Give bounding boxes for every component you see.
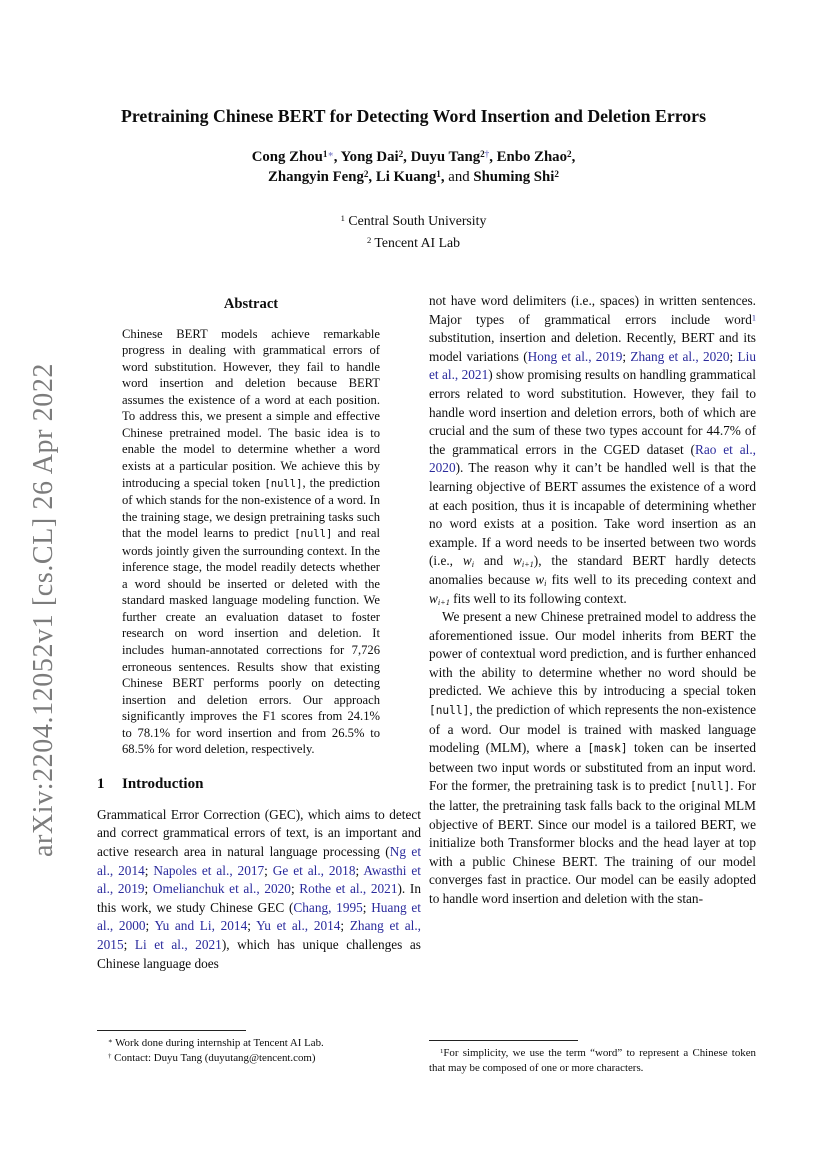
citation-link[interactable]: Yu and Li, 2014 bbox=[154, 918, 248, 934]
text-segment: ). In this work, we study Chinese GEC ( bbox=[97, 881, 421, 915]
text-segment: w bbox=[512, 553, 522, 569]
text-segment: 1 bbox=[322, 148, 328, 159]
author-line-2 bbox=[0, 167, 827, 187]
section-number: 1 bbox=[97, 775, 105, 792]
citation-link[interactable]: Li et al., 2021 bbox=[134, 936, 222, 952]
text-segment: fits well to its following context. bbox=[449, 590, 627, 606]
text-segment: ; bbox=[622, 348, 631, 364]
thanks-marker: † bbox=[484, 148, 490, 159]
text-segment: For simplicity, we use the term “word” to represent a Chinese token that may be composed of one or more characters. bbox=[429, 1047, 756, 1074]
citation-link[interactable]: Rao et al., 2020 bbox=[429, 441, 756, 476]
text-segment: i bbox=[471, 560, 475, 570]
citation-link[interactable]: Ge et al., 2018 bbox=[272, 862, 356, 878]
text-segment: , bbox=[571, 149, 576, 165]
text-segment: † bbox=[108, 1052, 112, 1060]
text-segment: . For the latter, the pretraining task falls back to the original MLM objective of BERT. Since our model is a tailored BERT, we initialize both Transformer blocks and the head layer at top with a public Chinese BERT. The training of our model converges fast in practice. Our model can be easily adopted to handle word insertion and deletion with the stan- bbox=[429, 778, 756, 906]
citation-link[interactable]: Hong et al., 2019 bbox=[527, 348, 623, 364]
text-segment: Contact: Duyu Tang (duyutang@tencent.com) bbox=[111, 1051, 316, 1064]
text-segment: Shuming Shi bbox=[469, 169, 555, 185]
text-segment: 2 bbox=[566, 148, 572, 159]
citation-link[interactable]: Omelianchuk et al., 2020 bbox=[152, 881, 291, 897]
citation-link[interactable]: Rothe et al., 2021 bbox=[299, 881, 398, 897]
footnote-ref-link[interactable]: 1 bbox=[751, 312, 756, 322]
footnote-dagger bbox=[97, 1051, 421, 1066]
text-segment: ; bbox=[247, 918, 257, 934]
text-segment: [null] bbox=[689, 780, 731, 794]
text-segment: , the prediction of which stands for the non-existence of a word. In the training stage, we design pretraining tasks such that the model learns to predict bbox=[122, 475, 380, 541]
section-title: Introduction bbox=[122, 775, 204, 792]
text-segment: w bbox=[462, 553, 472, 569]
abstract-text bbox=[122, 326, 380, 758]
text-segment: ; bbox=[144, 862, 154, 878]
text-segment: Yong Dai bbox=[340, 149, 399, 165]
footnote-star bbox=[97, 1036, 421, 1051]
text-segment: and bbox=[474, 553, 513, 569]
text-segment: , bbox=[368, 169, 376, 185]
footnote-block-left bbox=[97, 1030, 421, 1065]
text-segment: 2 bbox=[363, 168, 369, 179]
citation-link[interactable]: Yu et al., 2014 bbox=[256, 918, 341, 934]
text-segment: ), which has unique challenges as Chinese language does bbox=[97, 936, 421, 971]
text-segment: ; bbox=[340, 918, 350, 934]
body-paragraph-1 bbox=[429, 292, 756, 608]
text-segment: Work done during internship at Tencent AI Lab. bbox=[112, 1037, 324, 1049]
text-segment: Cong Zhou bbox=[251, 149, 323, 165]
text-segment: , bbox=[440, 169, 449, 185]
text-segment: i+1 bbox=[437, 597, 450, 607]
text-segment: and bbox=[448, 169, 470, 185]
right-column bbox=[429, 292, 756, 909]
text-segment: substitution, insertion and deletion. Recently, BERT and its model variations ( bbox=[429, 330, 756, 364]
citation-link[interactable]: Awasthi et al., 2019 bbox=[97, 862, 421, 897]
text-segment: ), the standard BERT hardly detects anomalies because bbox=[429, 553, 756, 587]
affiliation-block bbox=[0, 210, 827, 254]
text-segment: ; bbox=[144, 881, 153, 897]
footnote-rule-right bbox=[429, 1040, 578, 1041]
footnote-rule-left bbox=[97, 1030, 246, 1031]
text-segment: and real words jointly given the surrounding context. In the inference stage, the model readily detects whether a word should be inserted or deleted with the standard masked language modeling function. We further create an evaluation dataset to foster research on word insertion and deletion. It includes human-annotated corrections for 7,726 erroneous sentences. Results show that existing Chinese BERT performs poorly on detecting insertion and deletion errors. Our approach significantly improves the F1 scores from 24.1% to 78.1% for word insertion and from 26.5% to 68.5% for word deletion, respectively. bbox=[122, 526, 380, 757]
arxiv-watermark: arXiv:2204.12052v1 [cs.CL] 26 Apr 2022 bbox=[28, 362, 59, 858]
thanks-marker: ∗ bbox=[327, 148, 334, 159]
citation-link[interactable]: Zhang et al., 2015 bbox=[97, 918, 422, 952]
text-segment: ; bbox=[729, 348, 738, 364]
text-segment: ; bbox=[362, 899, 372, 915]
text-segment: ). The reason why it can’t be handled well is that the learning objective of BERT assumes the existence of a word at each position, thus it is incapable of determining whether no word exists at a position. Take word insertion as an example. If a word needs to be inserted between two words (i.e., bbox=[429, 460, 756, 569]
text-segment: [null] bbox=[294, 528, 333, 541]
text-segment: 2 bbox=[398, 148, 404, 159]
footnote-1 bbox=[429, 1046, 756, 1075]
text-segment: [null] bbox=[429, 704, 470, 718]
text-segment: , bbox=[489, 149, 497, 165]
text-segment: [mask] bbox=[587, 742, 628, 756]
author-line-1 bbox=[0, 147, 827, 167]
affiliation-1 bbox=[0, 210, 827, 232]
section-1-heading bbox=[97, 776, 421, 793]
text-segment: [null] bbox=[264, 477, 303, 490]
affiliation-2 bbox=[0, 232, 827, 254]
citation-link[interactable]: Chang, 1995 bbox=[293, 899, 363, 915]
citation-link[interactable]: Liu et al., 2021 bbox=[429, 348, 756, 383]
text-segment: w bbox=[429, 590, 438, 606]
text-segment: We present a new Chinese pretrained model to address the aforementioned issue. Our model inherits from BERT the power of contextual word prediction, and is further enhanced with the ability to determine whether no word should be predicted. We achieve this by introducing a special token bbox=[429, 609, 756, 699]
text-segment: ; bbox=[355, 862, 364, 878]
citation-link[interactable]: Huang et al., 2000 bbox=[97, 899, 421, 934]
text-segment: 1 bbox=[436, 168, 441, 179]
text-segment: 1 bbox=[440, 1047, 444, 1055]
text-segment: ; bbox=[145, 918, 155, 934]
text-segment: Tencent AI Lab bbox=[371, 235, 461, 250]
text-segment: Central South University bbox=[344, 213, 487, 228]
citation-link[interactable]: Napoles et al., 2017 bbox=[153, 862, 265, 878]
text-segment: 2 bbox=[480, 148, 485, 159]
text-segment: Li Kuang bbox=[375, 169, 437, 185]
text-segment: i bbox=[544, 578, 547, 588]
abstract-heading: Abstract bbox=[223, 296, 279, 312]
text-segment: ; bbox=[290, 881, 300, 897]
text-segment: Grammatical Error Correction (GEC), which aims to detect and correct grammatical errors of text, is an important and active research area in natural language processing ( bbox=[97, 806, 421, 859]
text-segment: Chinese BERT models achieve remarkable progress in dealing with grammatical errors of word substitution. However, they fail to handle word insertion and deletion because BERT assumes the existence of a word at each position. To address this, we present a simple and effective Chinese pretrained model. The basic idea is to enable the model to determine whether a word exists at a particular position. We achieve this by introducing a special token bbox=[122, 326, 380, 490]
text-segment: ; bbox=[123, 936, 135, 952]
intro-paragraph bbox=[97, 806, 421, 973]
left-column bbox=[97, 292, 421, 973]
text-segment: Enbo Zhao bbox=[496, 149, 567, 165]
text-segment: fits well to its preceding context and bbox=[546, 571, 756, 587]
text-segment: 2 bbox=[366, 235, 372, 246]
text-segment: , bbox=[403, 149, 411, 165]
text-segment: ; bbox=[264, 862, 273, 878]
text-segment: Zhangyin Feng bbox=[268, 169, 364, 185]
text-segment: ) show promising results on handling grammatical errors related to word substitution. However, they fail to handle word insertion and deletion errors, both of which are crucial and the sum of these two types account for 44.7% of the grammatical errors in the CGED dataset ( bbox=[429, 367, 756, 457]
text-segment: token can be inserted between two input words or substituted from an input word. For the former, the pretraining task is to predict bbox=[429, 740, 757, 794]
text-segment: i+1 bbox=[521, 560, 534, 570]
citation-link[interactable]: Ng et al., 2014 bbox=[97, 844, 422, 878]
text-segment: ∗ bbox=[108, 1037, 113, 1045]
body-paragraph-2 bbox=[429, 608, 756, 909]
paper-title: Pretraining Chinese BERT for Detecting Word Insertion and Deletion Errors bbox=[121, 106, 706, 126]
text-segment: Duyu Tang bbox=[410, 149, 481, 165]
text-segment: 1 bbox=[340, 213, 345, 224]
text-segment: w bbox=[535, 571, 545, 587]
author-block bbox=[0, 147, 827, 187]
text-segment: , the prediction of which represents the non-existence of a word. Our model is trained with masked language modeling (MLM), where a bbox=[429, 702, 756, 756]
text-segment: 2 bbox=[554, 168, 559, 179]
text-segment: not have word delimiters (i.e., spaces) in written sentences. Major types of grammatical errors include word bbox=[429, 293, 756, 327]
footnote-block-right bbox=[429, 1040, 756, 1075]
citation-link[interactable]: Zhang et al., 2020 bbox=[630, 348, 730, 364]
text-segment: , bbox=[333, 149, 341, 165]
